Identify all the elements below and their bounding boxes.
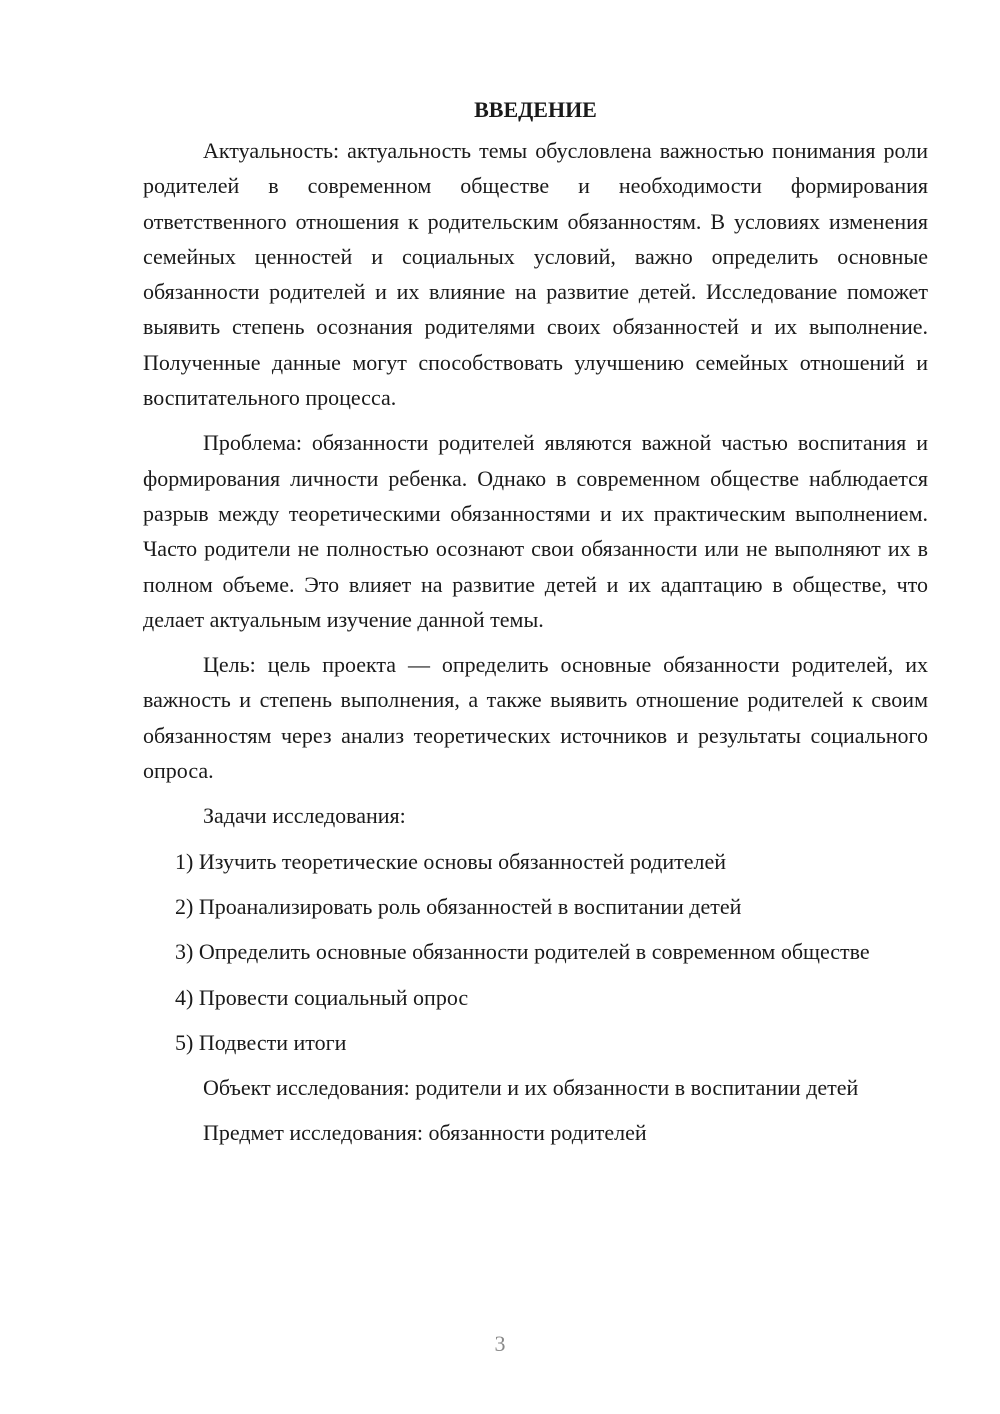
tasks-heading: Задачи исследования: [203, 803, 406, 829]
object-paragraph: Объект исследования: родители и их обязанности в воспитании детей [203, 1075, 859, 1101]
task-item-5: 5) Подвести итоги [175, 1029, 347, 1055]
goal-paragraph: Цель: цель проекта — определить основные обязанности родителей, их важность и степень выполнения, а также выявить отношение родителей к своим обязанностям через анализ теоретических источников и результаты социального опроса. [143, 652, 928, 784]
page-number: 3 [494, 1331, 506, 1356]
task-item-1: 1) Изучить теоретические основы обязанностей родителей [175, 848, 727, 874]
page-content [143, 92, 928, 1161]
task-item-3: 3) Определить основные обязанности родителей в современном обществе [175, 939, 870, 965]
subject-paragraph: Предмет исследования: обязанности родителей [203, 1120, 647, 1146]
task-item-2: 2) Проанализировать роль обязанностей в воспитании детей [175, 893, 742, 919]
task-item-4: 4) Провести социальный опрос [175, 984, 469, 1010]
relevance-paragraph: Актуальность: актуальность темы обусловлена важностью понимания роли родителей в современном обществе и необходимости формирования ответственного отношения к родительским обязанностям. В условиях изменения семейных ценностей и социальных условий, важно определить основные обязанности родителей и их влияние на развитие детей. Исследование поможет выявить степень осознания родителями своих обязанностей и их выполнение. Полученные данные могут способствовать улучшению семейных отношений и воспитательного процесса. [143, 138, 928, 411]
page-title: ВВЕДЕНИЕ [474, 97, 597, 122]
problem-paragraph: Проблема: обязанности родителей являются важной частью воспитания и формирования личности ребенка. Однако в современном обществе наблюдается разрыв между теоретическими обязанностями и их практическим выполнением. Часто родители не полностью осознают свои обязанности или не выполняют их в полном объеме. Это влияет на развитие детей и их адаптацию в обществе, что делает актуальным изучение данной темы. [143, 430, 928, 632]
